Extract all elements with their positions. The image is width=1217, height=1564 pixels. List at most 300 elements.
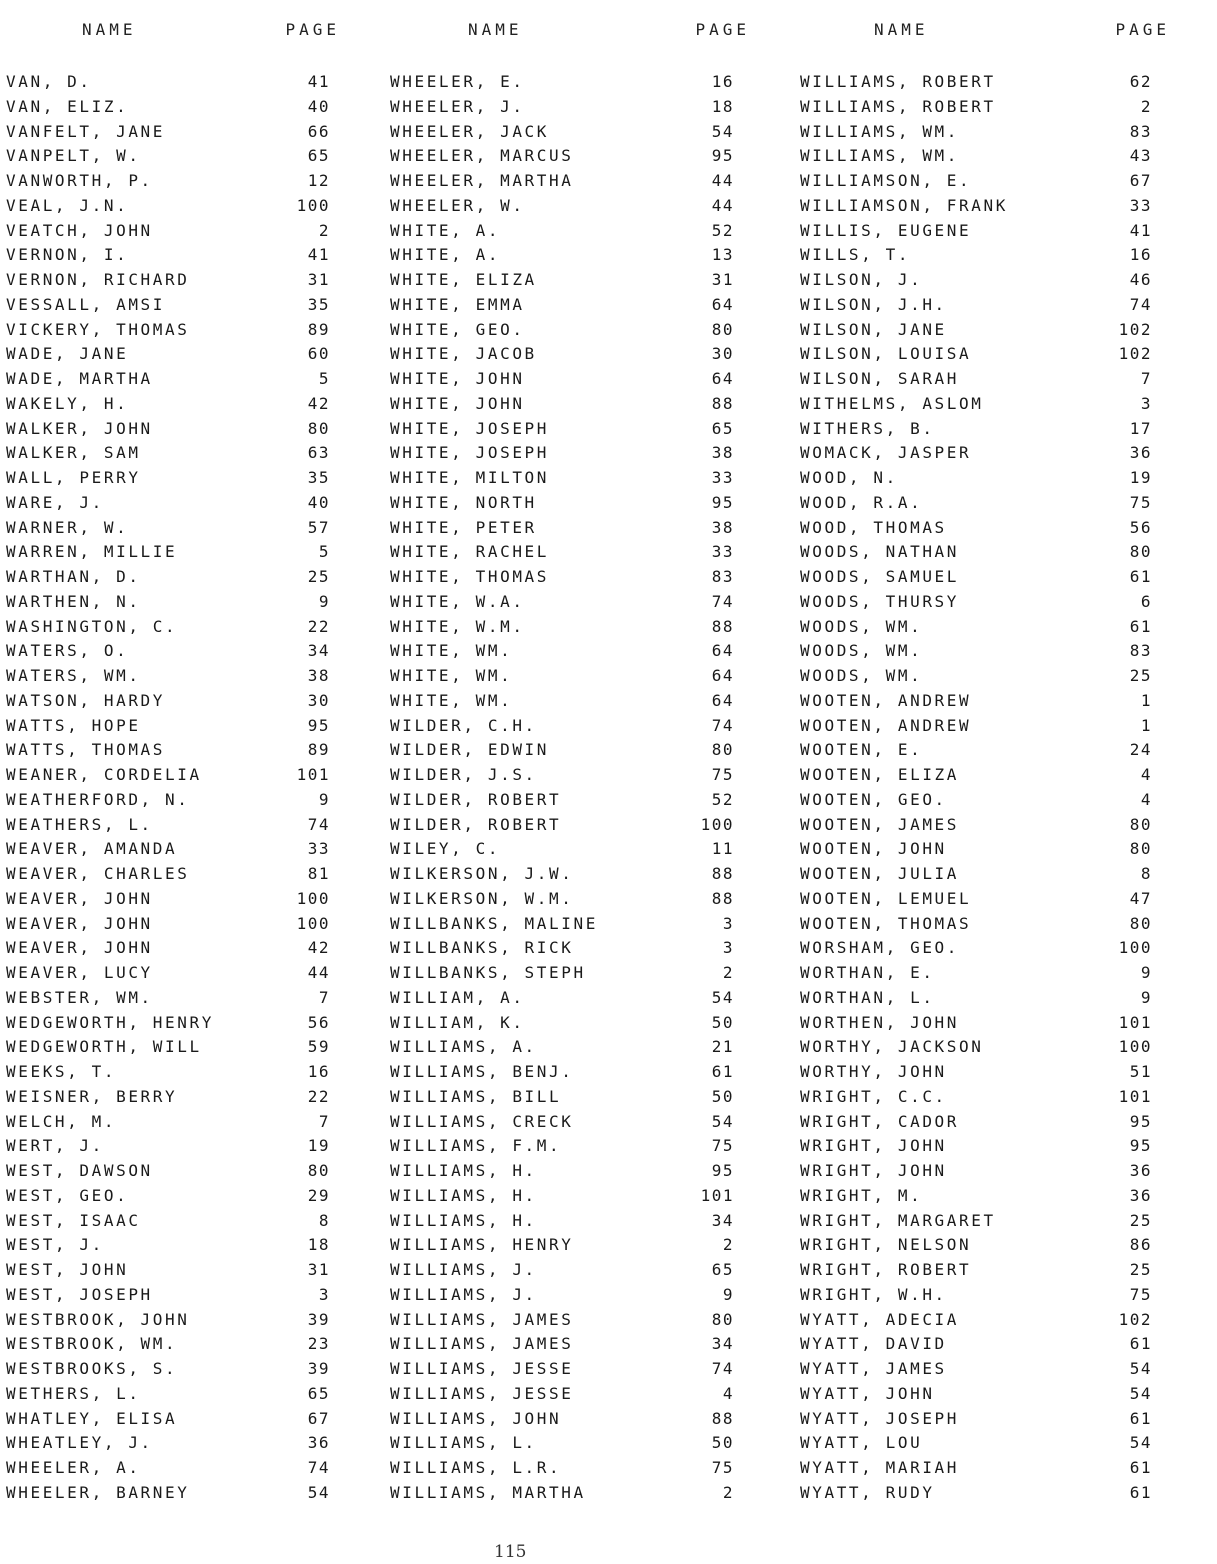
- index-entry: [800, 1456, 1170, 1481]
- entry-page: 67: [307, 1408, 330, 1428]
- entry-name: WRIGHT, W.H.: [800, 1284, 947, 1304]
- entry-name: WILLIAMS, JAMES: [390, 1309, 574, 1329]
- index-entry: [6, 1308, 346, 1333]
- entry-page: 95: [307, 715, 330, 735]
- index-entry: [390, 1060, 750, 1085]
- entry-name: WILLIAMS, WM.: [800, 146, 960, 166]
- entry-page: 36: [307, 1433, 330, 1453]
- entry-name: WELCH, M.: [6, 1111, 117, 1131]
- entry-page: 52: [711, 789, 734, 809]
- index-entry: [390, 738, 750, 763]
- entry-page: 62: [1129, 72, 1152, 91]
- index-entry: [6, 491, 346, 516]
- entry-page: 80: [1129, 913, 1152, 933]
- index-entry: [6, 1431, 346, 1456]
- entry-page: 7: [318, 1111, 330, 1131]
- index-entry: [390, 70, 750, 95]
- entry-page: 22: [307, 616, 330, 636]
- entry-name: WILSON, J.: [800, 270, 923, 289]
- entry-name: WORSHAM, GEO.: [800, 938, 960, 958]
- entry-page: 57: [307, 517, 330, 537]
- index-entry: [390, 1283, 750, 1308]
- entry-name: WOMACK, JASPER: [800, 443, 972, 463]
- entry-name: WRIGHT, NELSON: [800, 1235, 972, 1255]
- index-entry: [390, 1085, 750, 1110]
- entry-name: WEST, JOSEPH: [6, 1284, 153, 1304]
- index-entry: [390, 441, 750, 466]
- entry-page: 89: [307, 740, 330, 760]
- entry-name: WRIGHT, JOHN: [800, 1136, 947, 1156]
- entry-page: 54: [711, 1111, 734, 1131]
- index-entry: [800, 1011, 1170, 1036]
- index-entry: [390, 318, 750, 343]
- entry-page: 100: [296, 888, 330, 908]
- index-entry: [800, 1134, 1170, 1159]
- index-entry: [390, 813, 750, 838]
- entry-page: 61: [1129, 1458, 1152, 1477]
- index-entry: [800, 417, 1170, 442]
- index-entry: [390, 1382, 750, 1407]
- entry-page: 54: [1129, 1383, 1152, 1403]
- entry-page: 30: [711, 344, 734, 364]
- entry-page: 4: [722, 1383, 734, 1403]
- index-entry: [800, 1258, 1170, 1283]
- entry-page: 88: [711, 888, 734, 908]
- entry-page: 56: [1129, 517, 1152, 537]
- entry-name: WILLIAMS, J.: [390, 1284, 537, 1304]
- entry-name: WILLBANKS, STEPH: [390, 963, 586, 982]
- name-header: NAME: [874, 20, 929, 39]
- entry-name: WEAVER, JOHN: [6, 888, 153, 908]
- index-entry: [800, 1481, 1170, 1506]
- index-entry: [6, 961, 346, 986]
- entry-page: 80: [711, 740, 734, 760]
- index-entry: [6, 342, 346, 367]
- entry-name: WEDGEWORTH, WILL: [6, 1037, 202, 1057]
- entry-page: 25: [307, 567, 330, 586]
- entry-name: WHITE, W.M.: [390, 616, 525, 636]
- entry-page: 9: [722, 1284, 734, 1304]
- entry-name: WATTS, THOMAS: [6, 740, 166, 760]
- entry-page: 41: [307, 72, 330, 91]
- entry-page: 74: [711, 715, 734, 735]
- entry-name: WYATT, DAVID: [800, 1334, 947, 1354]
- index-entry: [390, 1209, 750, 1234]
- entry-name: WOODS, THURSY: [800, 591, 960, 611]
- index-entry: [800, 714, 1170, 739]
- entry-page: 17: [1129, 418, 1152, 438]
- entry-name: WEAVER, CHARLES: [6, 864, 190, 883]
- entry-name: WALL, PERRY: [6, 468, 141, 487]
- entry-name: VAN, ELIZ.: [6, 96, 129, 116]
- name-list: [6, 70, 346, 1506]
- entry-page: 44: [711, 171, 734, 190]
- index-entry: [6, 392, 346, 417]
- entry-name: WEST, JOHN: [6, 1260, 129, 1279]
- entry-page: 60: [307, 344, 330, 364]
- entry-page: 2: [722, 963, 734, 982]
- index-entry: [6, 540, 346, 565]
- entry-name: WEANER, CORDELIA: [6, 765, 202, 784]
- entry-name: WILEY, C.: [390, 839, 501, 859]
- index-entry: [6, 1357, 346, 1382]
- entry-page: 80: [711, 1309, 734, 1329]
- index-entry: [800, 70, 1170, 95]
- entry-name: WILLBANKS, RICK: [390, 938, 574, 958]
- entry-page: 18: [307, 1235, 330, 1255]
- entry-page: 22: [307, 1086, 330, 1106]
- entry-name: WOOTEN, E.: [800, 740, 923, 760]
- entry-name: WHITE, GEO.: [390, 319, 525, 339]
- entry-page: 81: [307, 864, 330, 883]
- index-entry: [800, 367, 1170, 392]
- index-entry: [800, 1357, 1170, 1382]
- entry-page: 74: [711, 591, 734, 611]
- entry-name: WILKERSON, J.W.: [390, 864, 574, 883]
- index-entry: [390, 1233, 750, 1258]
- entry-name: WHITE, WM.: [390, 666, 513, 685]
- index-entry: [800, 1233, 1170, 1258]
- index-entry: [390, 887, 750, 912]
- index-entry: [390, 392, 750, 417]
- entry-page: 33: [1129, 195, 1152, 215]
- entry-name: WILSON, SARAH: [800, 369, 960, 388]
- entry-name: WILLIAM, K.: [390, 1012, 525, 1032]
- entry-name: WETHERS, L.: [6, 1383, 141, 1403]
- entry-name: WESTBROOKS, S.: [6, 1359, 178, 1378]
- entry-page: 54: [1129, 1359, 1152, 1378]
- index-entry: [800, 664, 1170, 689]
- index-entry: [6, 268, 346, 293]
- entry-name: WARTHAN, D.: [6, 567, 141, 586]
- entry-page: 50: [711, 1086, 734, 1106]
- entry-name: WARREN, MILLIE: [6, 542, 178, 562]
- entry-page: 101: [296, 765, 330, 784]
- name-header: NAME: [468, 20, 523, 39]
- entry-name: VERNON, RICHARD: [6, 270, 190, 289]
- index-entry: [6, 466, 346, 491]
- entry-name: WEST, GEO.: [6, 1185, 129, 1205]
- entry-name: WADE, MARTHA: [6, 369, 153, 388]
- entry-page: 88: [711, 393, 734, 413]
- entry-name: WOOTEN, ANDREW: [800, 690, 972, 710]
- entry-name: WRIGHT, M.: [800, 1185, 923, 1205]
- index-entry: [6, 1209, 346, 1234]
- entry-page: 75: [711, 1136, 734, 1156]
- entry-page: 41: [307, 245, 330, 265]
- entry-page: 44: [711, 195, 734, 215]
- index-entry: [800, 912, 1170, 937]
- index-entry: [390, 590, 750, 615]
- entry-name: WHITE, A.: [390, 245, 501, 265]
- entry-page: 88: [711, 1408, 734, 1428]
- index-entry: [390, 1035, 750, 1060]
- entry-name: WEST, ISAAC: [6, 1210, 141, 1230]
- entry-page: 95: [711, 1161, 734, 1180]
- entry-name: WRIGHT, ROBERT: [800, 1260, 972, 1279]
- entry-page: 5: [318, 369, 330, 388]
- entry-name: WORTHY, JOHN: [800, 1062, 947, 1081]
- entry-name: WORTHEN, JOHN: [800, 1012, 960, 1032]
- index-entry: [6, 788, 346, 813]
- entry-name: WHITE, JOHN: [390, 393, 525, 413]
- index-entry: [6, 590, 346, 615]
- index-entry: [390, 1110, 750, 1135]
- entry-page: 54: [711, 987, 734, 1007]
- index-entry: [800, 1060, 1170, 1085]
- entry-page: 50: [711, 1012, 734, 1032]
- index-entry: [6, 516, 346, 541]
- entry-name: WILLIAMS, H.: [390, 1210, 537, 1230]
- index-entry: [390, 1159, 750, 1184]
- entry-name: WILLIAMSON, FRANK: [800, 195, 1008, 215]
- index-entry: [800, 466, 1170, 491]
- entry-name: WHEATLEY, J.: [6, 1433, 153, 1453]
- index-entry: [800, 1184, 1170, 1209]
- entry-page: 39: [307, 1359, 330, 1378]
- entry-name: VERNON, I.: [6, 245, 129, 265]
- entry-name: WESTBROOK, JOHN: [6, 1309, 190, 1329]
- entry-page: 74: [307, 1458, 330, 1477]
- entry-page: 95: [1129, 1111, 1152, 1131]
- entry-name: WEAVER, AMANDA: [6, 839, 178, 859]
- entry-page: 33: [711, 468, 734, 487]
- index-entry: [6, 615, 346, 640]
- entry-page: 66: [307, 121, 330, 141]
- entry-name: WILLIAM, A.: [390, 987, 525, 1007]
- index-entry: [6, 417, 346, 442]
- index-entry: [390, 1357, 750, 1382]
- entry-name: WARE, J.: [6, 492, 104, 512]
- entry-page: 61: [1129, 1408, 1152, 1428]
- entry-name: WHITE, A.: [390, 220, 501, 240]
- index-entry: [390, 639, 750, 664]
- index-entry: [6, 936, 346, 961]
- entry-page: 46: [1129, 270, 1152, 289]
- page-header: PAGE: [285, 20, 340, 39]
- entry-name: WEATHERS, L.: [6, 814, 153, 834]
- index-entry: [390, 1134, 750, 1159]
- index-entry: [6, 194, 346, 219]
- index-entry: [390, 763, 750, 788]
- entry-page: 42: [307, 938, 330, 958]
- entry-page: 34: [711, 1334, 734, 1354]
- entry-page: 95: [711, 492, 734, 512]
- index-entry: [800, 887, 1170, 912]
- entry-page: 38: [307, 666, 330, 685]
- entry-page: 35: [307, 468, 330, 487]
- index-entry: [390, 862, 750, 887]
- entry-page: 40: [307, 492, 330, 512]
- entry-page: 100: [1118, 938, 1152, 958]
- entry-name: WILLS, T.: [800, 245, 911, 265]
- entry-page: 24: [1129, 740, 1152, 760]
- entry-page: 75: [1129, 1284, 1152, 1304]
- index-entry: [390, 1481, 750, 1506]
- index-entry: [6, 1407, 346, 1432]
- entry-page: 38: [711, 517, 734, 537]
- index-entry: [6, 986, 346, 1011]
- entry-page: 102: [1118, 344, 1152, 364]
- entry-name: WERT, J.: [6, 1136, 104, 1156]
- entry-name: WILLIAMS, F.M.: [390, 1136, 562, 1156]
- index-entry: [800, 1308, 1170, 1333]
- entry-page: 64: [711, 641, 734, 661]
- entry-name: WOODS, NATHAN: [800, 542, 960, 562]
- index-entry: [390, 169, 750, 194]
- entry-page: 1: [1140, 690, 1152, 710]
- entry-name: WILLIAMS, MARTHA: [390, 1482, 586, 1502]
- entry-page: 25: [1129, 666, 1152, 685]
- entry-page: 30: [307, 690, 330, 710]
- index-entry: [800, 540, 1170, 565]
- entry-name: WASHINGTON, C.: [6, 616, 178, 636]
- entry-page: 7: [318, 987, 330, 1007]
- index-entry: [800, 1159, 1170, 1184]
- entry-page: 61: [1129, 616, 1152, 636]
- entry-page: 2: [722, 1482, 734, 1502]
- entry-name: WOOTEN, LEMUEL: [800, 888, 972, 908]
- entry-page: 51: [1129, 1062, 1152, 1081]
- entry-page: 16: [307, 1062, 330, 1081]
- entry-page: 9: [1140, 963, 1152, 982]
- entry-name: WOODS, SAMUEL: [800, 567, 960, 586]
- index-entry: [800, 986, 1170, 1011]
- entry-page: 9: [318, 789, 330, 809]
- entry-name: WILDER, C.H.: [390, 715, 537, 735]
- index-entry: [390, 1332, 750, 1357]
- entry-name: WRIGHT, C.C.: [800, 1086, 947, 1106]
- entry-name: WITHERS, B.: [800, 418, 935, 438]
- index-entry: [800, 1283, 1170, 1308]
- entry-page: 65: [711, 1260, 734, 1279]
- index-entry: [800, 862, 1170, 887]
- entry-page: 64: [711, 294, 734, 314]
- entry-name: WHITE, THOMAS: [390, 567, 550, 586]
- index-entry: [390, 367, 750, 392]
- index-entry: [6, 689, 346, 714]
- entry-page: 95: [1129, 1136, 1152, 1156]
- entry-page: 33: [711, 542, 734, 562]
- index-entry: [800, 813, 1170, 838]
- index-entry: [6, 1456, 346, 1481]
- entry-name: VANFELT, JANE: [6, 121, 166, 141]
- index-entry: [800, 516, 1170, 541]
- entry-page: 9: [1140, 987, 1152, 1007]
- entry-name: WILLIAMS, JAMES: [390, 1334, 574, 1354]
- entry-page: 101: [700, 1185, 734, 1205]
- entry-page: 16: [1129, 245, 1152, 265]
- index-entry: [6, 738, 346, 763]
- index-entry: [800, 144, 1170, 169]
- entry-page: 34: [307, 641, 330, 661]
- index-entry: [390, 219, 750, 244]
- entry-page: 83: [711, 567, 734, 586]
- entry-name: VESSALL, AMSI: [6, 294, 166, 314]
- entry-name: WOOTEN, JULIA: [800, 864, 960, 883]
- entry-name: WHITE, EMMA: [390, 294, 525, 314]
- entry-page: 42: [307, 393, 330, 413]
- entry-page: 65: [307, 1383, 330, 1403]
- index-entry: [390, 912, 750, 937]
- entry-name: WEISNER, BERRY: [6, 1086, 178, 1106]
- entry-name: WYATT, ADECIA: [800, 1309, 960, 1329]
- entry-page: 100: [296, 913, 330, 933]
- entry-name: WILDER, J.S.: [390, 765, 537, 784]
- index-entry: [800, 738, 1170, 763]
- entry-page: 18: [711, 96, 734, 116]
- entry-name: WHEELER, A.: [6, 1458, 141, 1477]
- entry-name: WHITE, MILTON: [390, 468, 550, 487]
- index-entry: [6, 120, 346, 145]
- entry-page: 54: [1129, 1433, 1152, 1453]
- entry-name: WOODS, WM.: [800, 641, 923, 661]
- entry-page: 31: [307, 270, 330, 289]
- column-header: [800, 20, 1170, 44]
- entry-name: WYATT, JOHN: [800, 1383, 935, 1403]
- entry-page: 80: [307, 418, 330, 438]
- entry-name: WADE, JANE: [6, 344, 129, 364]
- index-entry: [390, 986, 750, 1011]
- entry-name: WHEELER, W.: [390, 195, 525, 215]
- entry-page: 6: [1140, 591, 1152, 611]
- entry-name: WILLIAMS, BILL: [390, 1086, 562, 1106]
- index-entry: [6, 912, 346, 937]
- index-entry: [800, 268, 1170, 293]
- index-entry: [800, 1035, 1170, 1060]
- index-entry: [800, 837, 1170, 862]
- entry-name: WHITE, JOSEPH: [390, 443, 550, 463]
- entry-name: WYATT, JOSEPH: [800, 1408, 960, 1428]
- column-header: [390, 20, 750, 44]
- entry-name: WRIGHT, JOHN: [800, 1161, 947, 1180]
- entry-name: WORTHAN, L.: [800, 987, 935, 1007]
- entry-name: WYATT, JAMES: [800, 1359, 947, 1378]
- entry-page: 5: [318, 542, 330, 562]
- entry-page: 61: [1129, 1334, 1152, 1354]
- entry-name: WESTBROOK, WM.: [6, 1334, 178, 1354]
- index-entry: [800, 590, 1170, 615]
- index-entry: [390, 664, 750, 689]
- entry-name: WOOD, N.: [800, 468, 898, 487]
- entry-name: WALKER, JOHN: [6, 418, 153, 438]
- entry-page: 80: [1129, 839, 1152, 859]
- entry-page: 25: [1129, 1260, 1152, 1279]
- index-entry: [800, 1110, 1170, 1135]
- entry-name: WATERS, O.: [6, 641, 129, 661]
- entry-name: WOODS, WM.: [800, 616, 923, 636]
- entry-page: 63: [307, 443, 330, 463]
- entry-name: WHEELER, J.: [390, 96, 525, 116]
- entry-page: 8: [318, 1210, 330, 1230]
- index-entry: [390, 516, 750, 541]
- index-entry: [6, 1332, 346, 1357]
- entry-name: WILLIAMS, JESSE: [390, 1359, 574, 1378]
- entry-page: 3: [722, 913, 734, 933]
- index-entry: [6, 70, 346, 95]
- entry-page: 61: [1129, 567, 1152, 586]
- index-entry: [800, 342, 1170, 367]
- index-entry: [800, 615, 1170, 640]
- entry-page: 16: [711, 72, 734, 91]
- entry-page: 34: [711, 1210, 734, 1230]
- entry-name: WILSON, J.H.: [800, 294, 947, 314]
- index-entry: [800, 491, 1170, 516]
- entry-page: 65: [307, 146, 330, 166]
- index-entry: [390, 540, 750, 565]
- entry-page: 29: [307, 1185, 330, 1205]
- entry-name: WHEELER, MARTHA: [390, 171, 574, 190]
